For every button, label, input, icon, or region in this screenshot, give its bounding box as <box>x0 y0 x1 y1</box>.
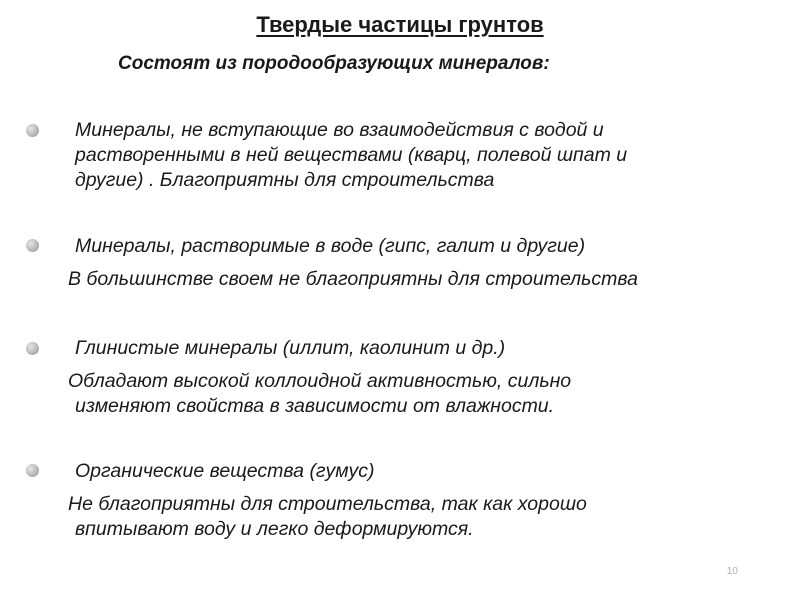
bullet-icon <box>26 464 39 477</box>
bullet-text-line: растворенными в ней веществами (кварц, полевой шпат и <box>75 144 628 166</box>
bullet-icon <box>26 342 39 355</box>
bullet-text-line: Глинистые минералы (иллит, каолинит и др.) <box>75 337 506 359</box>
bullet-text-line: другие) . Благоприятны для строительства <box>75 169 495 191</box>
bullet-text-line: Органические вещества (гумус) <box>75 460 375 482</box>
bullet-note-line: Не благоприятны для строительства, так как хорошо <box>68 493 587 515</box>
bullet-note-line: В большинстве своем не благоприятны для строительства <box>68 268 638 290</box>
bullet-note-line: впитывают воду и легко деформируются. <box>75 518 474 540</box>
bullet-text-line: Минералы, не вступающие во взаимодействия с водой и <box>75 119 604 141</box>
slide-title: Твердые частицы грунтов <box>256 12 544 37</box>
bullet-icon <box>26 239 39 252</box>
slide-subtitle: Состоят из породообразующих минералов: <box>118 53 550 74</box>
page-number: 10 <box>726 566 738 577</box>
bullet-note-line: Обладают высокой коллоидной активностью, сильно <box>68 370 572 392</box>
bullet-text-line: Минералы, растворимые в воде (гипс, галит и другие) <box>75 235 586 257</box>
bullet-note-line: изменяют свойства в зависимости от влажности. <box>75 395 555 417</box>
bullet-icon <box>26 124 39 137</box>
